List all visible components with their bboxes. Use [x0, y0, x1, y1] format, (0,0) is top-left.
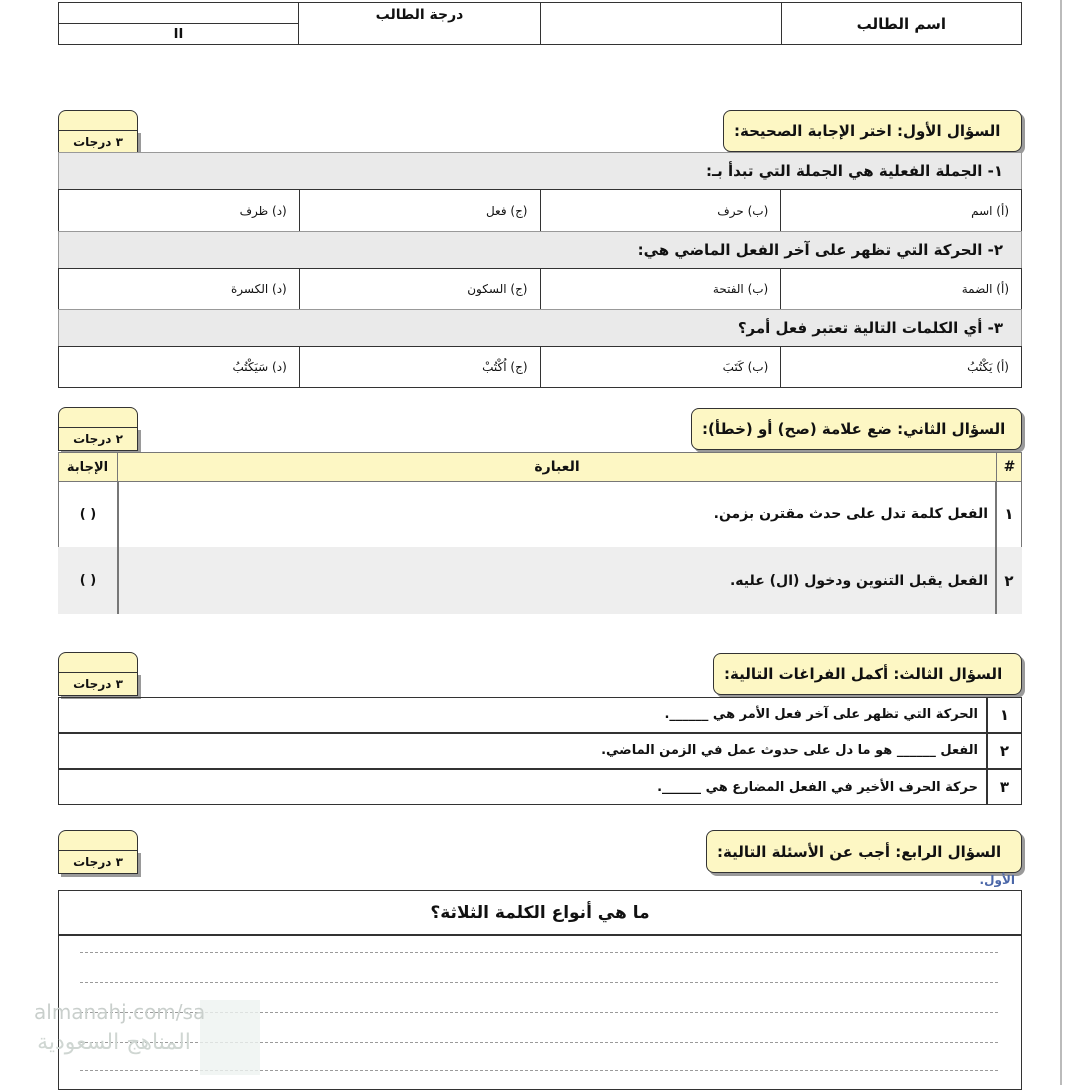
- q3-row-1-text: الحركة التي تظهر على آخر فعل الأمر هي ______.: [664, 707, 978, 722]
- q1-item-3-options: [58, 346, 1022, 388]
- q3-title: السؤال الثالث: أكمل الفراغات التالية:: [713, 653, 1022, 695]
- q2-points: ٢ درجات: [58, 427, 138, 451]
- q1-item-2-option-d[interactable]: (د) الكسرة: [230, 282, 287, 296]
- q3-row-3-num: ٣: [999, 778, 1010, 796]
- watermark-url: almanahj.com/sa: [34, 1000, 206, 1024]
- q1-item-2-option-c[interactable]: (ج) السكون: [299, 269, 540, 309]
- q2-row-2-num: ٢: [1004, 571, 1014, 590]
- q4-question: ما هي أنواع الكلمة الثلاثة؟: [430, 903, 650, 923]
- q1-item-1-option-b[interactable]: (ب) حرف: [540, 190, 781, 231]
- q1-points: ٣ درجات: [58, 130, 138, 154]
- q2-col-num: #: [996, 452, 1022, 482]
- q2-row-1-answer[interactable]: ( ): [79, 506, 97, 522]
- q1-item-2-option-b[interactable]: (ب) الفتحة: [540, 269, 781, 309]
- q4-points: ٣ درجات: [58, 850, 138, 874]
- watermark-name: المناهج السعودية: [37, 1030, 191, 1055]
- page-edge: [1060, 0, 1062, 1085]
- q1-title: السؤال الأول: اختر الإجابة الصحيحة:: [723, 110, 1022, 152]
- q3-points: ٣ درجات: [58, 672, 138, 696]
- q1-item-3-option-b[interactable]: (ب) كَتَبَ: [540, 347, 781, 387]
- student-grade-label: درجة الطالب: [375, 6, 464, 23]
- q4-sub-label: الأول.: [979, 873, 1015, 887]
- answer-line[interactable]: [80, 952, 998, 953]
- q1-item-2: ٢- الحركة التي تظهر على آخر الفعل الماضي هي:: [58, 231, 1022, 269]
- student-grade-label-cell: [298, 2, 541, 45]
- q4-title: السؤال الرابع: أجب عن الأسئلة التالية:: [706, 830, 1022, 873]
- student-name-label: اسم الطالب: [856, 14, 946, 33]
- q3-row-2-text: الفعل ______ هو ما دل على حدوث عمل في الزمن الماضي.: [601, 743, 978, 758]
- q2-title: السؤال الثاني: ضع علامة (صح) أو (خطأ):: [691, 408, 1022, 450]
- answer-line[interactable]: [80, 982, 998, 983]
- q1-item-1-option-a[interactable]: (أ) اسم: [780, 190, 1021, 231]
- q1-item-2-option-a[interactable]: (أ) الضمة: [780, 269, 1021, 309]
- q1-item-3-option-a[interactable]: (أ) يَكْتُبُ: [780, 347, 1021, 387]
- q1-item-3-option-c[interactable]: (ج) اُكْتُبْ: [299, 347, 540, 387]
- q1-item-3-option-d[interactable]: (د) سَيَكْتُبُ: [232, 360, 287, 374]
- student-name-field[interactable]: [540, 2, 782, 45]
- q1-item-1-options: [58, 189, 1022, 232]
- q1-item-1-option-d[interactable]: (د) ظرف: [239, 203, 287, 218]
- q2-row-1-num: ١: [1004, 505, 1014, 523]
- student-name-label-cell: [781, 2, 1022, 45]
- grade-mark: II: [173, 26, 184, 42]
- q1-item-3: ٣- أي الكلمات التالية تعتبر فعل أمر؟: [58, 309, 1022, 347]
- q4-question-divider: [58, 934, 1022, 936]
- q3-row-1-num: ١: [999, 705, 1010, 724]
- q1-item-1: ١- الجملة الفعلية هي الجملة التي تبدأ بـ:: [58, 152, 1022, 190]
- student-grade-top-field[interactable]: [58, 2, 299, 24]
- q2-col-answer: الإجابة: [58, 452, 118, 482]
- q3-row-3-text: حركة الحرف الأخير في الفعل المضارع هي ______.: [657, 779, 978, 795]
- q2-col-statement: العبارة: [534, 459, 580, 475]
- q1-item-1-option-c[interactable]: (ج) فعل: [299, 190, 540, 231]
- q2-row-2-answer[interactable]: ( ): [79, 573, 97, 588]
- q1-item-2-options: [58, 268, 1022, 310]
- q2-row-1-text: الفعل كلمة تدل على حدث مقترن بزمن.: [713, 506, 988, 522]
- student-grade-bottom-field[interactable]: [58, 23, 299, 45]
- q2-row-2-text: الفعل يقبل التنوين ودخول (ال) عليه.: [729, 572, 988, 589]
- q3-row-2-num: ٢: [999, 741, 1010, 760]
